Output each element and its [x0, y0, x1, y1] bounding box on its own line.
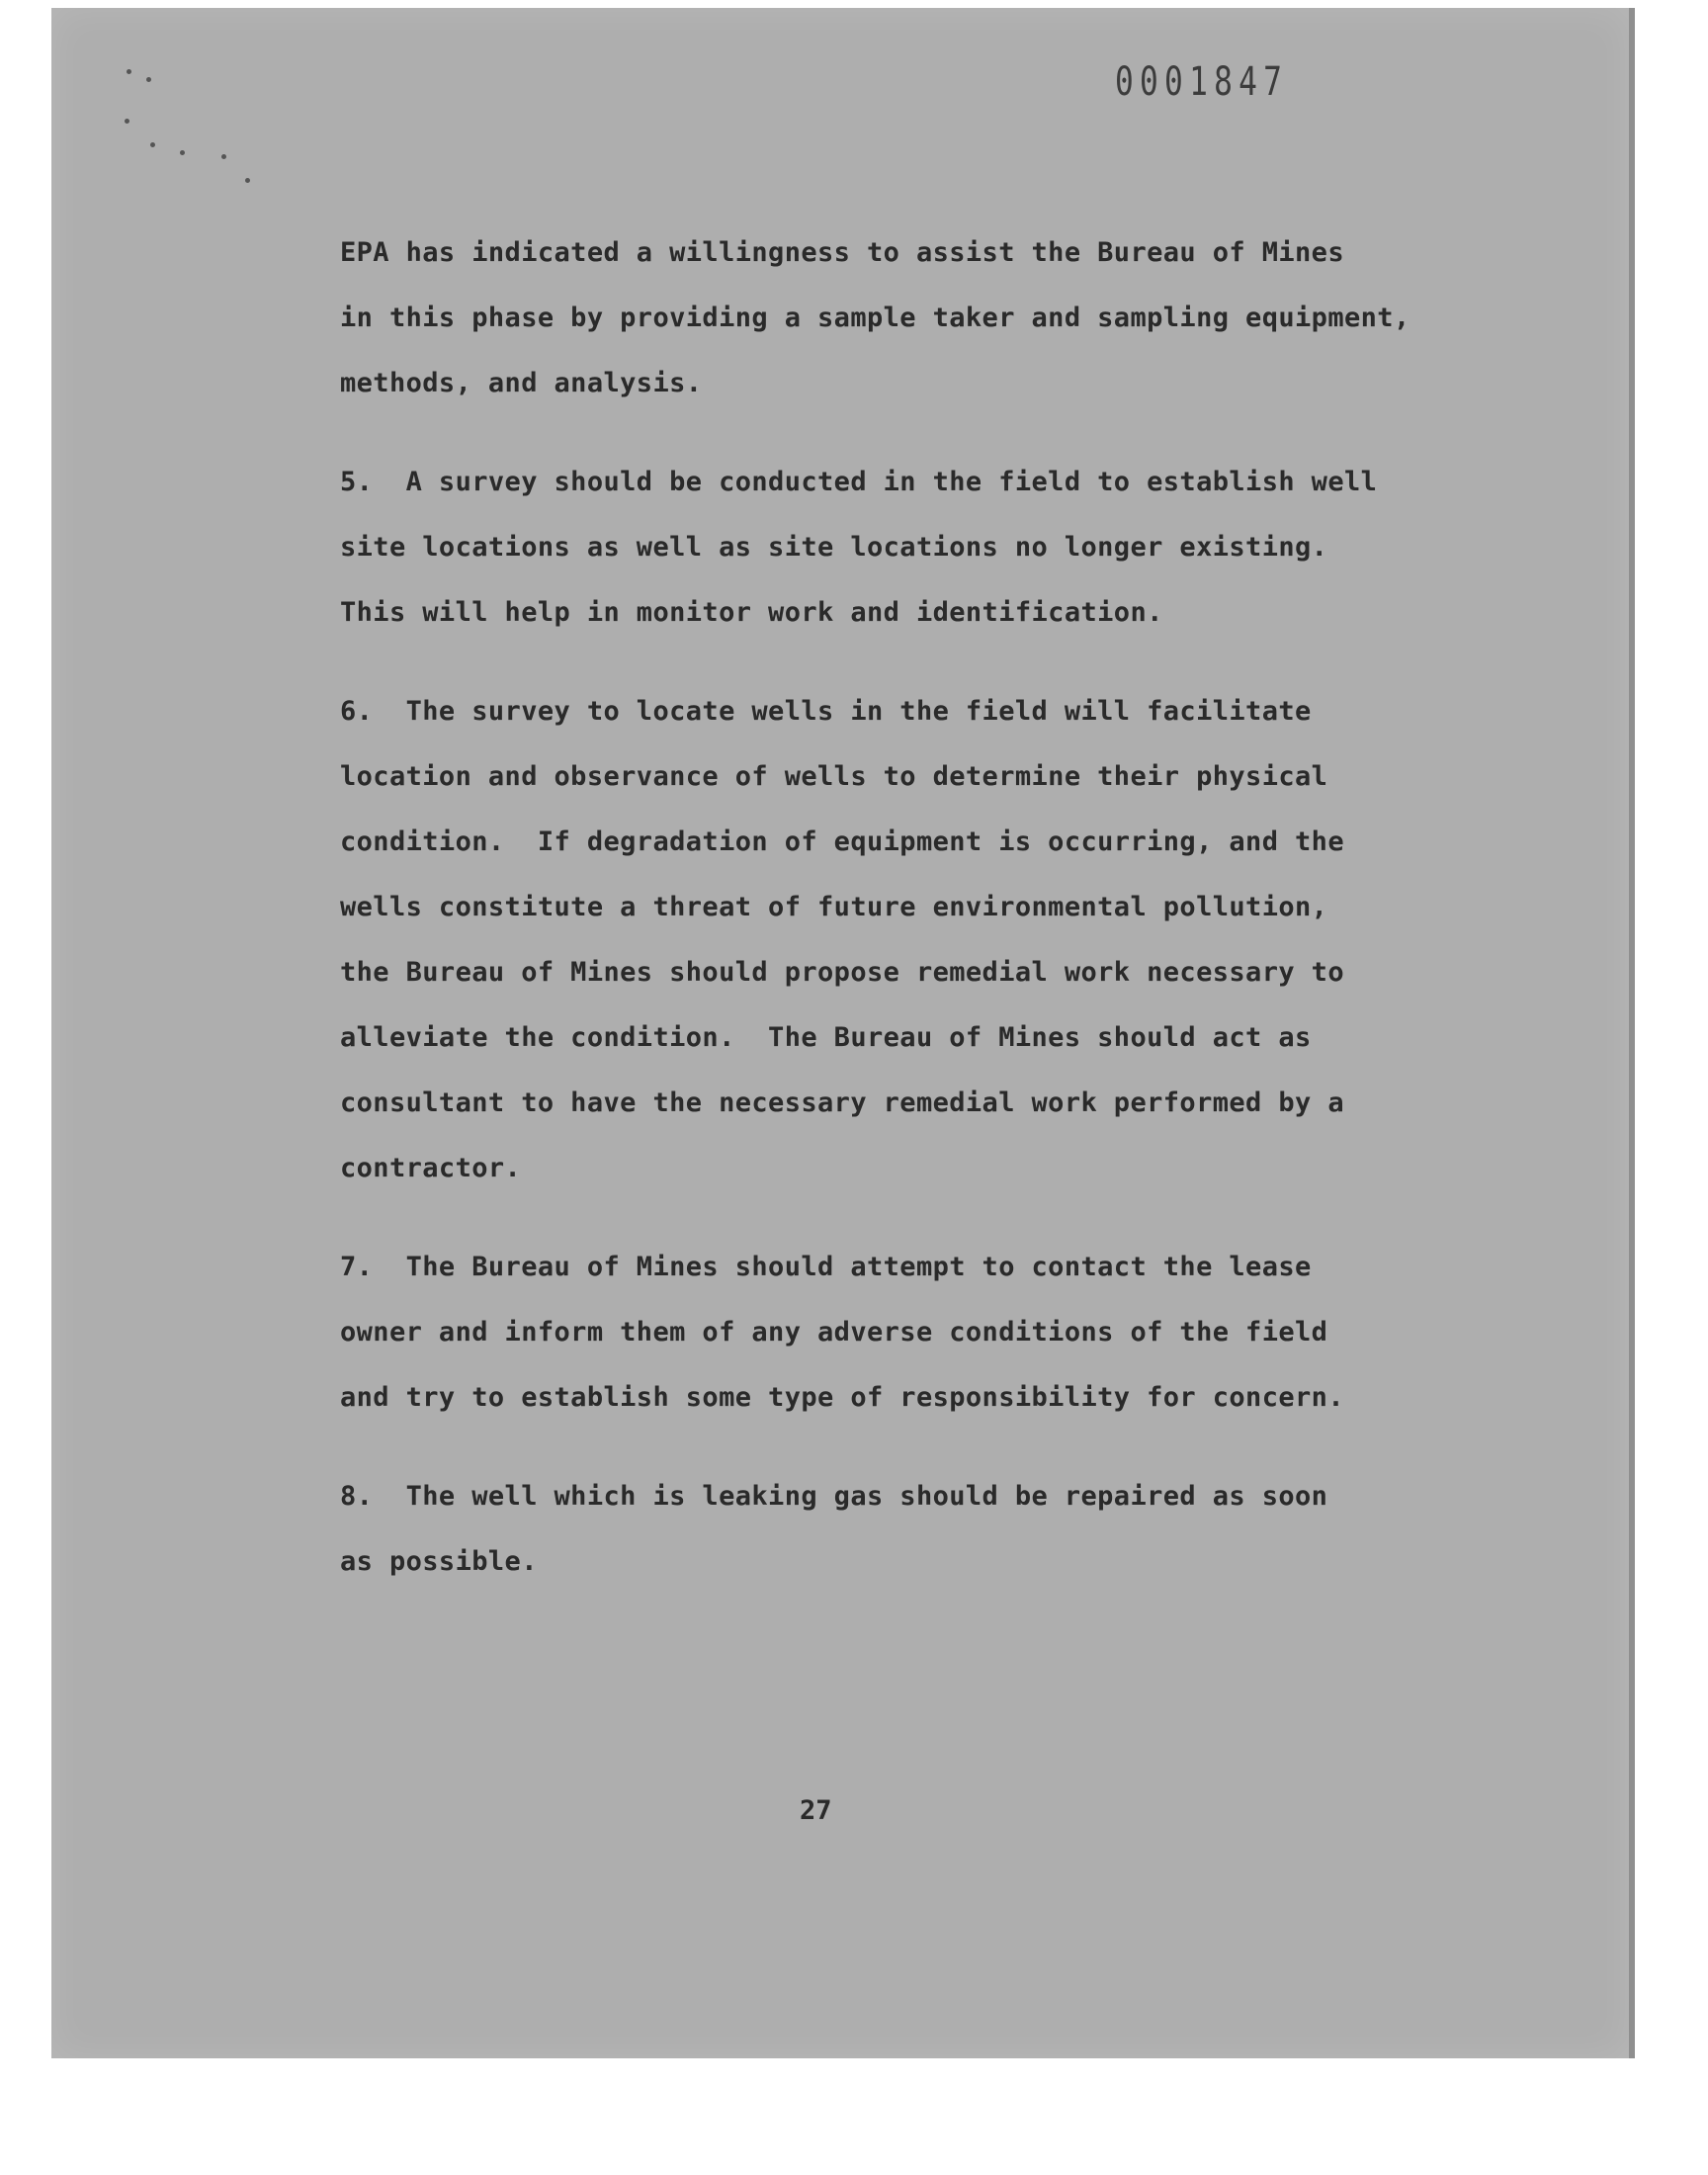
text-line: wells constitute a threat of future environmental pollution,: [340, 892, 1328, 922]
text-line: location and observance of wells to determine their physical: [340, 761, 1328, 792]
text-line: and try to establish some type of responsibility for concern.: [340, 1382, 1344, 1413]
text-line: 6. The survey to locate wells in the field will facilitate: [340, 696, 1312, 727]
text-line: the Bureau of Mines should propose remedial work necessary to: [340, 957, 1344, 988]
text-line: alleviate the condition. The Bureau of Mines should act as: [340, 1022, 1312, 1053]
text-line: 8. The well which is leaking gas should be repaired as soon: [340, 1481, 1328, 1512]
text-line: as possible.: [340, 1546, 538, 1577]
text-line: methods, and analysis.: [340, 368, 703, 398]
text-line: owner and inform them of any adverse conditions of the field: [340, 1317, 1328, 1348]
text-line: condition. If degradation of equipment is occurring, and the: [340, 826, 1344, 857]
text-line: consultant to have the necessary remedial work performed by a: [340, 1088, 1344, 1118]
scanned-page: [51, 8, 1635, 2058]
text-line: 7. The Bureau of Mines should attempt to contact the lease: [340, 1252, 1312, 1282]
text-line: This will help in monitor work and identification.: [340, 597, 1163, 628]
text-line: 5. A survey should be conducted in the field to establish well: [340, 467, 1378, 497]
text-line: contractor.: [340, 1153, 522, 1183]
text-line: site locations as well as site locations no longer existing.: [340, 532, 1328, 563]
page-number: 27: [800, 1795, 832, 1826]
bates-number: 0001847: [1115, 59, 1289, 105]
text-line: EPA has indicated a willingness to assist the Bureau of Mines: [340, 237, 1344, 268]
text-line: in this phase by providing a sample taker and sampling equipment,: [340, 303, 1410, 333]
